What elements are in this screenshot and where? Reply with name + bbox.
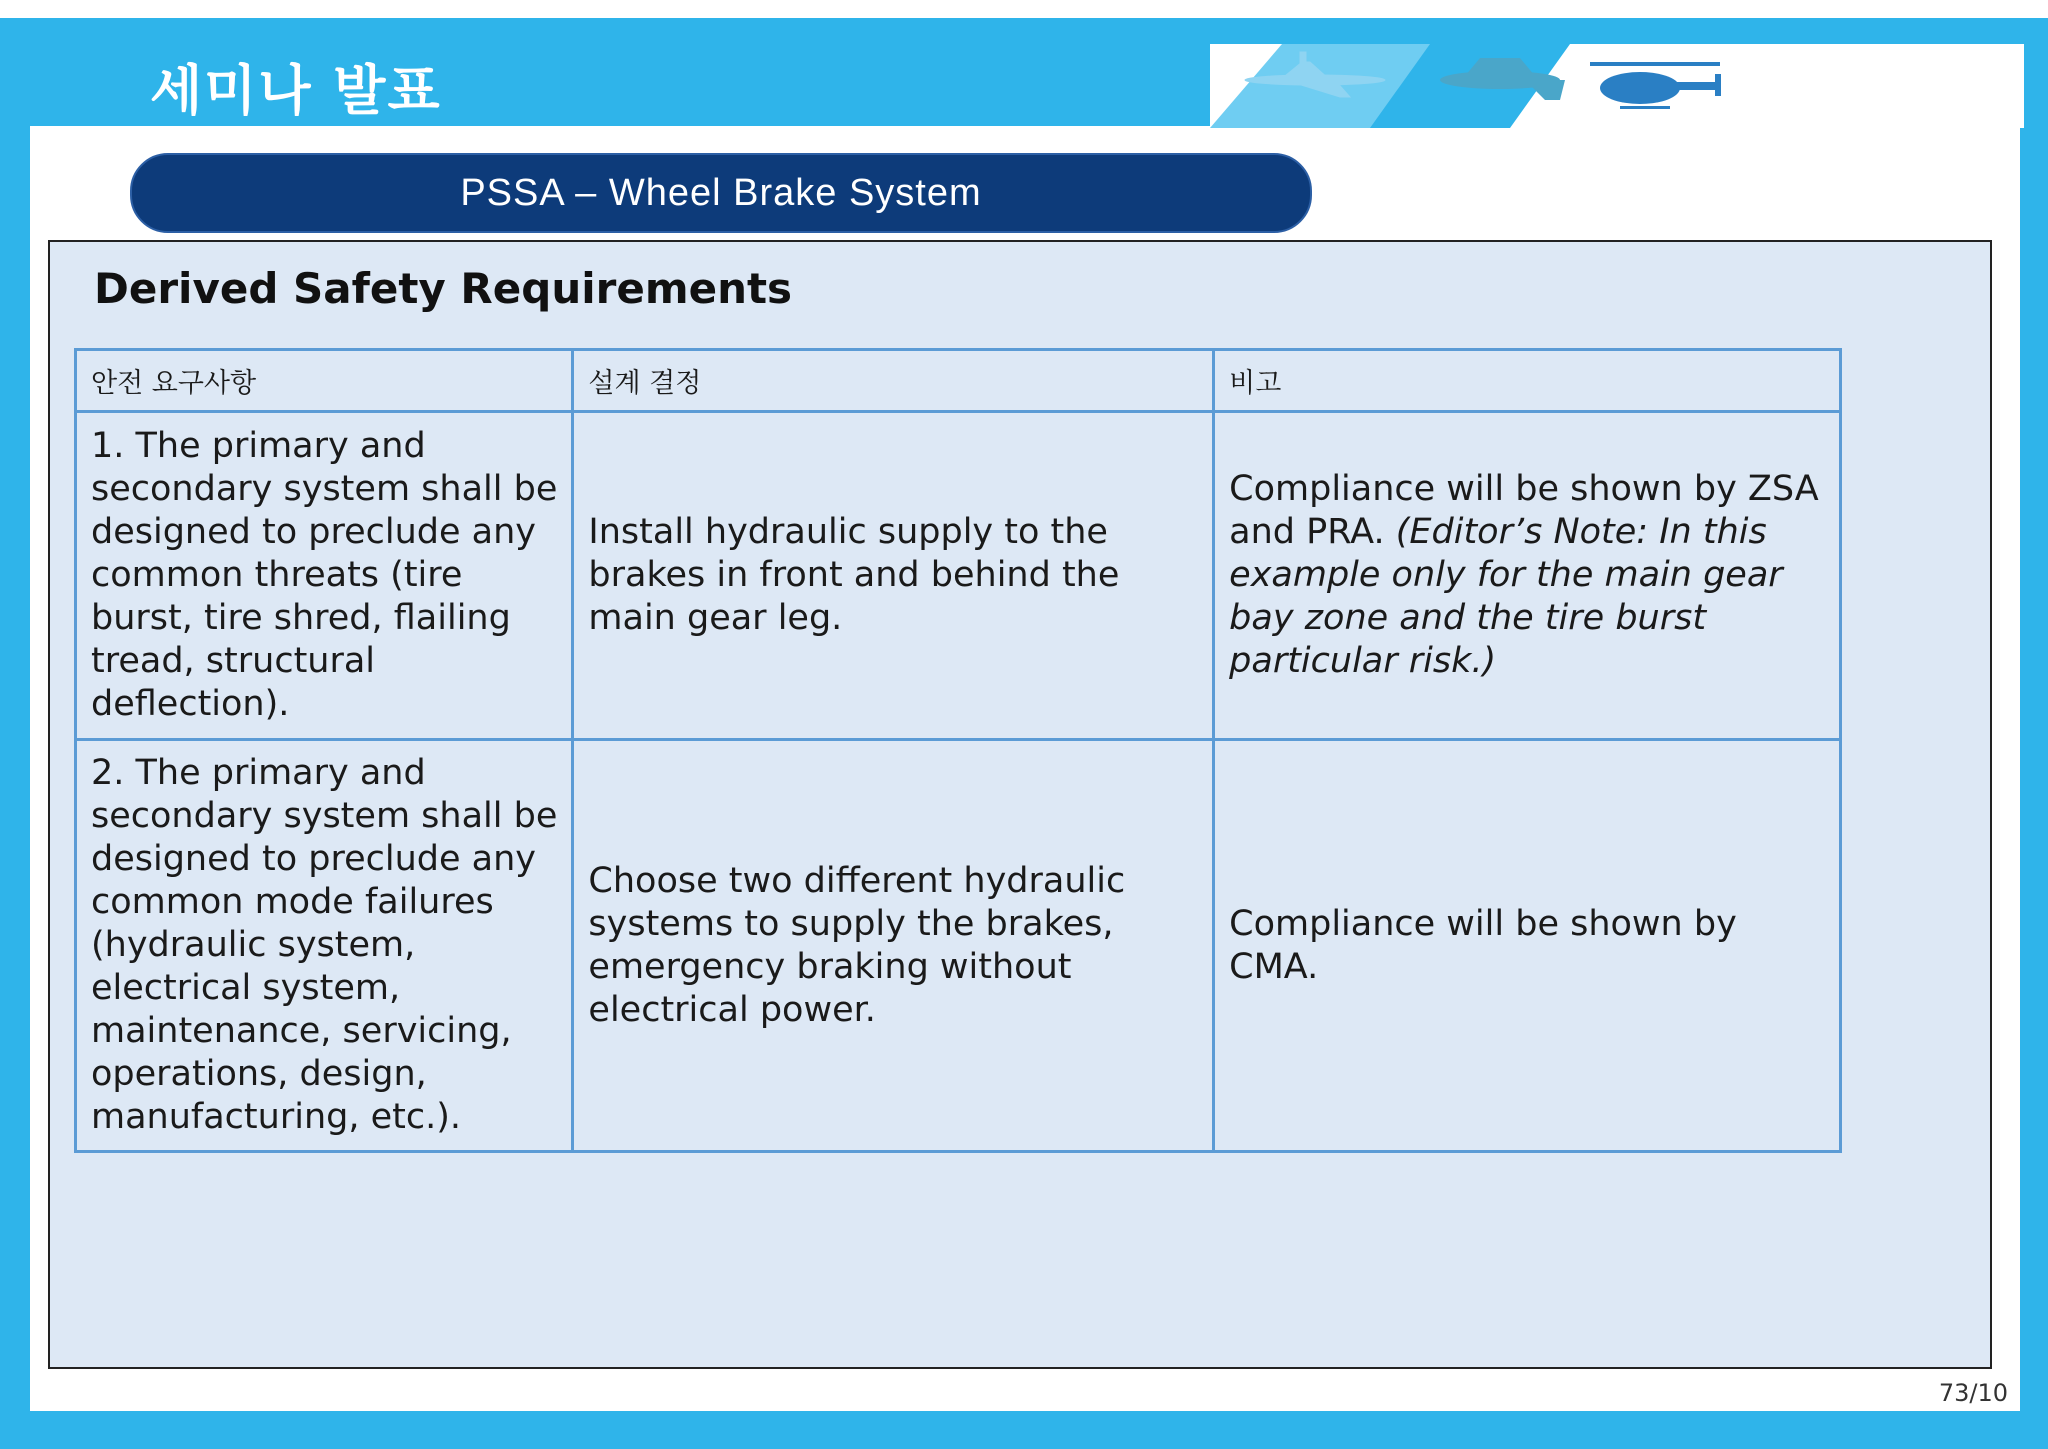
table-header-row [76, 350, 1841, 412]
remark-cell: Compliance will be shown by ZSA and PRA. (Editor’s Note: In this example only for the main gear bay zone and the tire burst particular risk.) [1214, 412, 1841, 740]
requirement-cell: 1. The primary and secondary system shall be designed to preclude any common threats (tire burst, tire shred, flailing tread, structural deflection). [76, 412, 573, 740]
military-transport-icon [1425, 50, 1575, 110]
section-heading: Derived Safety Requirements [94, 264, 793, 313]
subtitle-text: PSSA – Wheel Brake System [460, 171, 982, 214]
helicopter-icon [1580, 52, 1730, 122]
header-design-decision: 설계 결정 [573, 350, 1214, 412]
requirement-cell: 2. The primary and secondary system shall be designed to preclude any common mode failures (hydraulic system, electrical system, maintenance, servicing, operations, design, manufacturing, etc.). [76, 740, 573, 1152]
header-safety-requirement: 안전 요구사항 [76, 350, 573, 412]
header-remarks: 비고 [1214, 350, 1841, 412]
airliner-icon [1230, 42, 1400, 102]
top-band [0, 0, 2048, 18]
page-number: 73/10 [1938, 1379, 2008, 1407]
remark-cell: Compliance will be shown by CMA. [1214, 740, 1841, 1152]
table-row [76, 740, 1841, 1152]
slide-title: 세미나 발표 [150, 59, 442, 122]
decision-cell: Install hydraulic supply to the brakes in front and behind the main gear leg. [573, 412, 1214, 740]
table-row [76, 412, 1841, 740]
content-box [48, 240, 1992, 1369]
decision-cell: Choose two different hydraulic systems to supply the brakes, emergency braking without electrical power. [573, 740, 1214, 1152]
requirements-table [74, 348, 1842, 1153]
subtitle-banner [130, 153, 1312, 233]
editor-note: (Editor’s Note: In this example only for the main gear bay zone and the tire burst particular risk.) [1229, 512, 1783, 681]
